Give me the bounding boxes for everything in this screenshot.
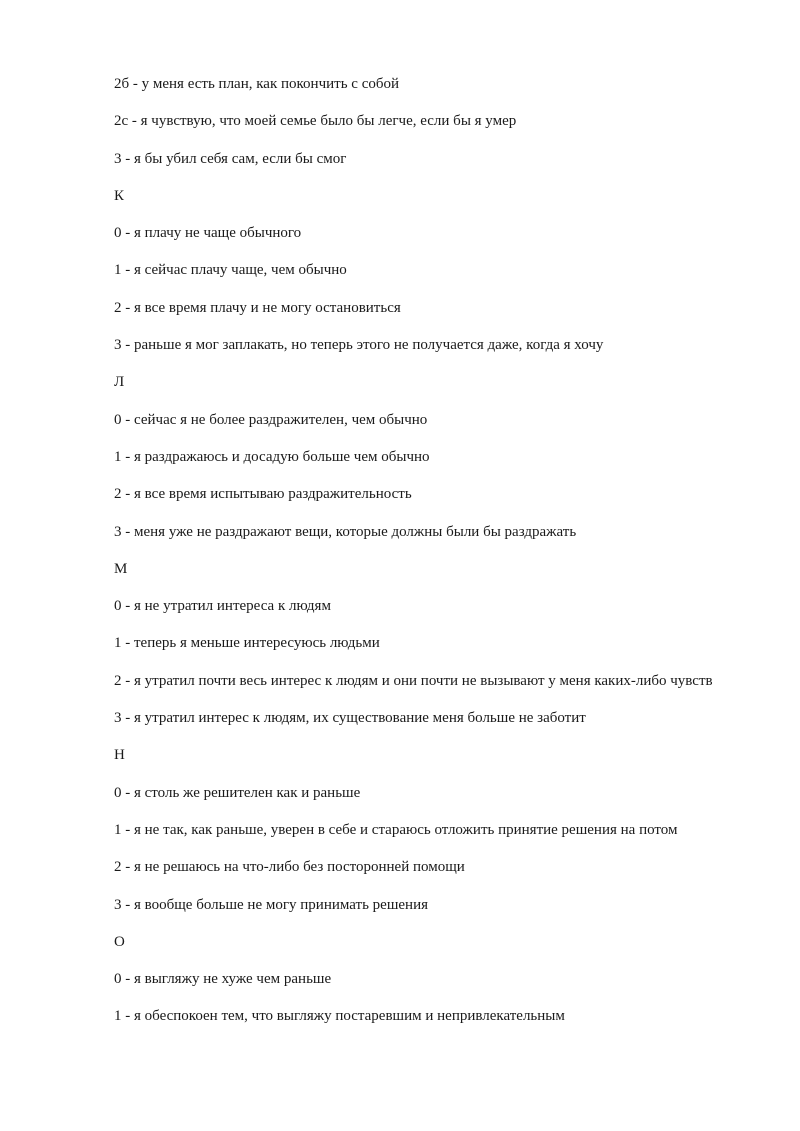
answer-option-0: 0 - я выгляжу не хуже чем раньше [114, 971, 332, 988]
answer-option-1: 1 - я не так, как раньше, уверен в себе и стараюсь отложить принятие решения на потом [114, 821, 678, 838]
section-heading-l: Л [114, 374, 125, 391]
answer-option-2: 2 - я все время плачу и не могу остановиться [114, 299, 401, 316]
section-heading-o: О [114, 933, 125, 950]
answer-option-0: 0 - я плачу не чаще обычного [114, 225, 302, 242]
answer-option-2: 2 - я утратил почти весь интерес к людям и они почти не вызывают у меня каких-либо чувств [114, 672, 713, 689]
answer-option-3: 3 - раньше я мог заплакать, но теперь этого не получается даже, когда я хочу [114, 337, 604, 354]
answer-option-2b: 2б - у меня есть план, как покончить с собой [114, 76, 400, 92]
answer-option-0: 0 - сейчас я не более раздражителен, чем обычно [114, 411, 428, 428]
answer-option-1: 1 - теперь я меньше интересуюсь людьми [114, 635, 380, 652]
answer-option-3: 3 - я утратил интерес к людям, их существование меня больше не заботит [114, 710, 586, 727]
answer-option-2: 2 - я не решаюсь на что-либо без посторонней помощи [114, 859, 465, 876]
answer-option-3: 3 - меня уже не раздражают вещи, которые должны были бы раздражать [114, 523, 577, 540]
answer-option-0: 0 - я столь же решителен как и раньше [114, 784, 361, 801]
section-heading-n: Н [114, 747, 125, 764]
answer-option-1: 1 - я раздражаюсь и досадую больше чем обычно [114, 448, 430, 465]
answer-option-0: 0 - я не утратил интереса к людям [114, 598, 331, 615]
answer-option-2c: 2с - я чувствую, что моей семье было бы легче, если бы я умер [114, 113, 517, 130]
section-heading-k: К [114, 187, 125, 204]
answer-option-1: 1 - я сейчас плачу чаще, чем обычно [114, 262, 347, 279]
document-body [114, 76, 724, 1046]
answer-option-1: 1 - я обеспокоен тем, что выгляжу постаревшим и непривлекательным [114, 1008, 565, 1025]
answer-option-3: 3 - я бы убил себя сам, если бы смог [114, 150, 347, 167]
answer-option-3: 3 - я вообще больше не могу принимать решения [114, 896, 428, 913]
answer-option-2: 2 - я все время испытываю раздражительность [114, 486, 412, 503]
section-heading-m: М [114, 560, 128, 577]
